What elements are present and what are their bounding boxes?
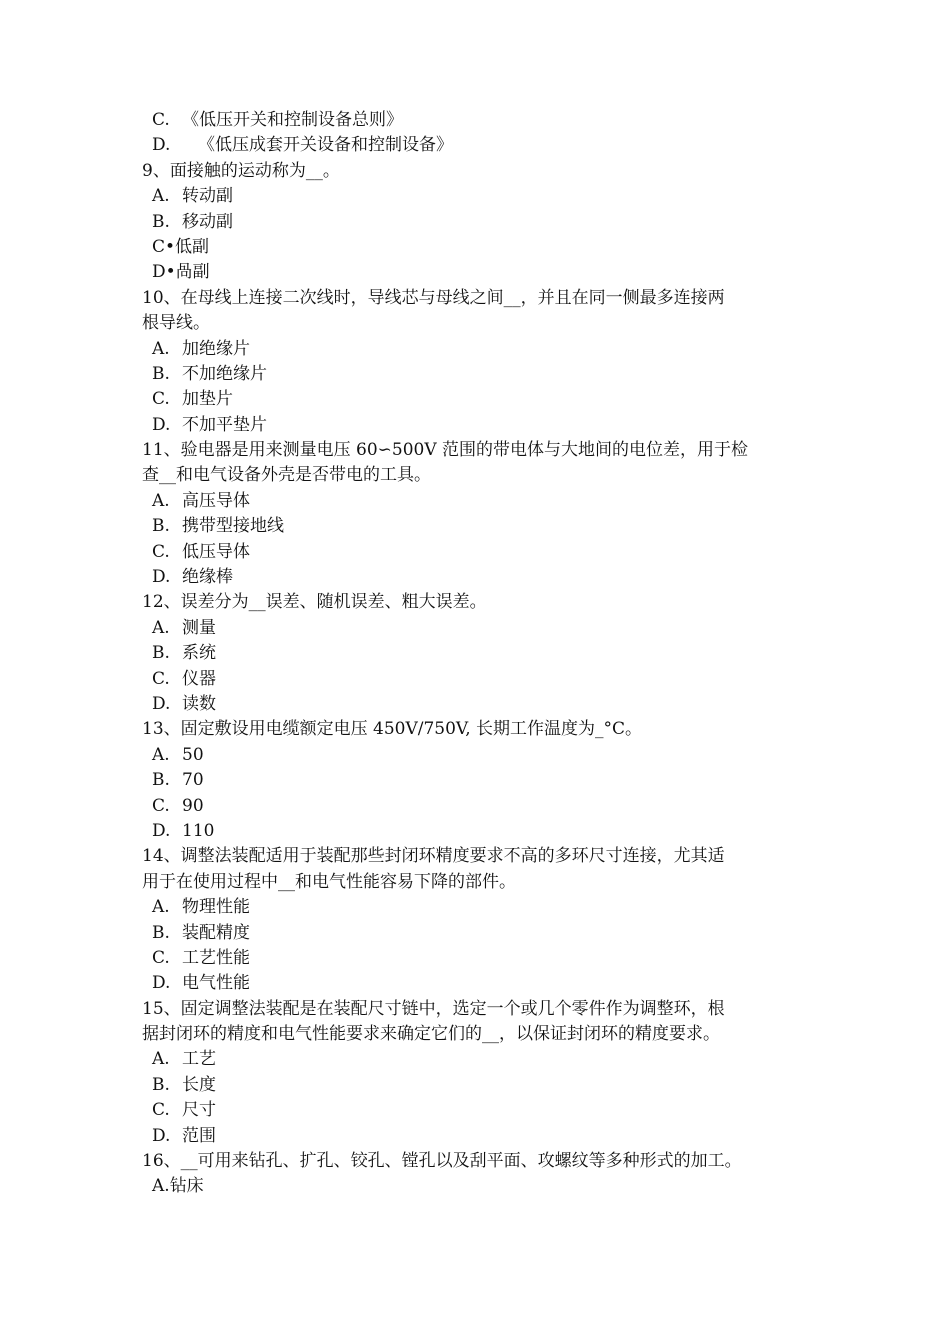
question-text-line: 14、调整法装配适用于装配那些封闭环精度要求不高的多环尺寸连接，尤其适 <box>142 846 725 867</box>
option-text: 低压导体 <box>182 541 250 562</box>
answer-option <box>142 133 822 158</box>
option-letter: B. <box>152 643 170 664</box>
answer-option <box>142 819 822 844</box>
option-letter: A. <box>152 617 170 638</box>
question-text-line: 10、在母线上连接二次线时，导线芯与母线之间__，并且在同一侧最多连接两 <box>142 287 725 308</box>
option-letter: C. <box>152 110 170 130</box>
option-letter: C• <box>152 236 176 257</box>
option-letter: B. <box>152 770 170 791</box>
question-text-line: 13、固定敷设用电缆额定电压 450V/750V, 长期工作温度为_°C。 <box>142 719 643 740</box>
answer-option <box>142 641 822 666</box>
option-letter: D. <box>152 567 171 588</box>
option-letter: A. <box>152 897 170 918</box>
answer-option <box>142 108 822 133</box>
answer-option <box>142 616 822 641</box>
option-text: 《低压成套开关设备和控制设备》 <box>198 135 453 156</box>
option-letter: A. <box>152 186 170 207</box>
answer-option <box>142 794 822 819</box>
answer-option <box>142 921 822 946</box>
option-text: 加绝缘片 <box>182 338 250 359</box>
question-text-line: 15、固定调整法装配是在装配尺寸链中，选定一个或几个零件作为调整环，根 <box>142 998 725 1019</box>
option-letter: B. <box>152 922 170 943</box>
answer-option <box>142 1047 822 1072</box>
answer-option <box>142 946 822 971</box>
option-text: 不加平垫片 <box>182 414 267 435</box>
option-letter: D. <box>152 820 171 841</box>
option-letter: D. <box>152 1125 171 1146</box>
answer-option <box>142 1098 822 1123</box>
option-text: 测量 <box>182 617 216 638</box>
option-text: 转动副 <box>182 186 233 207</box>
question-text-line: 用于在使用过程中__和电气性能容易下降的部件。 <box>142 871 516 892</box>
option-text: 电气性能 <box>182 973 250 994</box>
option-letter: C. <box>152 541 170 562</box>
answer-option <box>142 667 822 692</box>
option-text: 物理性能 <box>182 897 250 918</box>
option-letter: C. <box>152 389 170 410</box>
answer-option <box>142 260 822 285</box>
option-text: 低副 <box>175 236 210 257</box>
answer-option <box>142 743 822 768</box>
option-letter: B. <box>152 211 170 232</box>
answer-option <box>142 540 822 565</box>
answer-option <box>142 1073 822 1098</box>
answer-option <box>142 1174 822 1199</box>
option-letter: C. <box>152 795 170 816</box>
option-letter: D. <box>152 973 171 994</box>
question-text-line: 根导线。 <box>142 313 210 334</box>
option-text: 110 <box>182 820 215 841</box>
answer-option <box>142 565 822 590</box>
option-letter: D. <box>152 693 171 714</box>
option-text: 不加绝缘片 <box>182 363 267 384</box>
option-letter: D. <box>152 414 171 435</box>
answer-option <box>142 971 822 996</box>
question-text-line: 12、误差分为__误差、随机误差、粗大误差。 <box>142 592 487 613</box>
option-text: 尺寸 <box>182 1100 216 1121</box>
option-letter: B. <box>152 516 170 537</box>
option-text: 70 <box>182 770 204 791</box>
answer-option <box>142 514 822 539</box>
answer-option <box>142 184 822 209</box>
option-letter: C. <box>152 947 170 968</box>
option-letter: C. <box>152 668 170 689</box>
option-text: 移动副 <box>182 211 233 232</box>
option-text: 加垫片 <box>182 389 233 410</box>
option-letter: D• <box>152 262 176 283</box>
question-text-line: 9、面接触的运动称为__。 <box>142 160 340 181</box>
question-text-line: 16、__可用来钻孔、扩孔、铰孔、镗孔以及刮平面、攻螺纹等多种形式的加工。 <box>142 1151 742 1172</box>
option-text: 工艺性能 <box>182 947 250 968</box>
answer-option <box>142 895 822 920</box>
answer-option <box>142 210 822 235</box>
option-text: 装配精度 <box>182 922 250 943</box>
option-letter: A. <box>152 744 170 765</box>
question-text-line: 据封闭环的精度和电气性能要求来确定它们的__，以保证封闭环的精度要求。 <box>142 1024 720 1045</box>
option-text: 咼副 <box>175 262 210 283</box>
answer-option <box>142 1124 822 1149</box>
answer-option <box>142 692 822 717</box>
question-text-line: 查__和电气设备外壳是否带电的工具。 <box>142 465 431 486</box>
option-text: 长度 <box>182 1074 216 1095</box>
option-letter: A. <box>152 338 170 359</box>
option-text: 90 <box>182 795 204 816</box>
answer-option <box>142 413 822 438</box>
answer-option <box>142 768 822 793</box>
answer-option <box>142 362 822 387</box>
option-text: 仪器 <box>182 668 216 689</box>
option-letter: A. <box>152 1049 170 1070</box>
option-text: 高压导体 <box>182 490 250 511</box>
option-letter: A. <box>152 490 170 511</box>
option-text: 绝缘棒 <box>182 567 233 588</box>
answer-option <box>142 337 822 362</box>
option-text: 工艺 <box>182 1049 216 1070</box>
question-text-line: 11、验电器是用来测量电压 60∽500V 范围的带电体与大地间的电位差，用于检 <box>142 440 749 461</box>
option-text: 读数 <box>182 693 216 714</box>
option-letter: B. <box>152 363 170 384</box>
option-letter: C. <box>152 1100 170 1121</box>
answer-option <box>142 387 822 412</box>
option-text: 《低压开关和控制设备总则》 <box>182 110 403 130</box>
question-list <box>142 108 822 1200</box>
answer-option <box>142 489 822 514</box>
option-text: 系统 <box>182 643 216 664</box>
option-text: 范围 <box>182 1125 216 1146</box>
option-letter: D. <box>152 135 171 156</box>
option-text: 钻床 <box>169 1176 204 1197</box>
option-text: 50 <box>182 744 204 765</box>
answer-option <box>142 235 822 260</box>
option-letter: B. <box>152 1074 170 1095</box>
option-text: 携带型接地线 <box>182 516 284 537</box>
option-letter: A. <box>152 1176 170 1197</box>
